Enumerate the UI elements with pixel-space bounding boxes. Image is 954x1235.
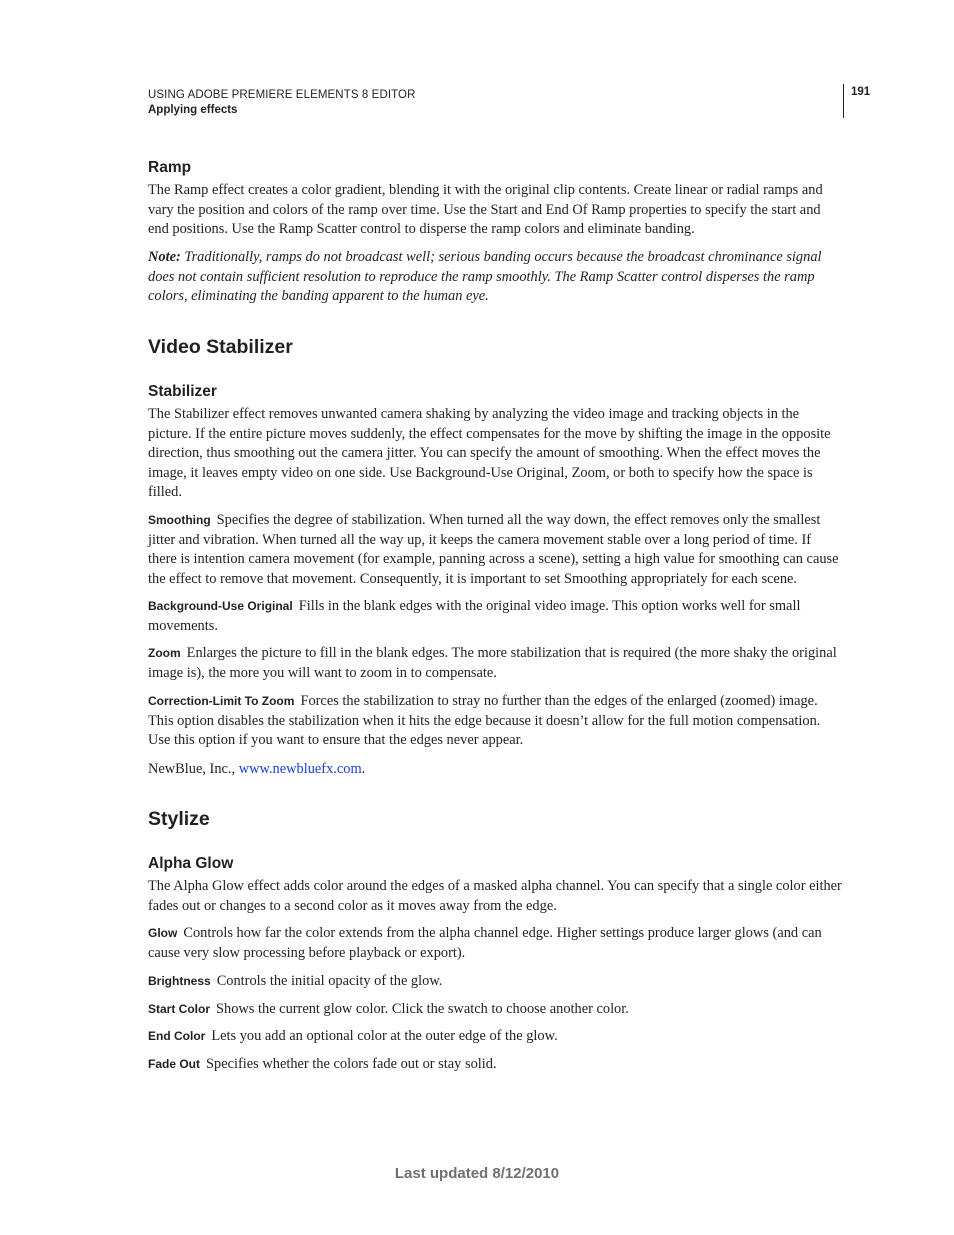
note-text: Traditionally, ramps do not broadcast well; serious banding occurs because the broadcast chrominance signal does not contain sufficient resolution to reproduce the ramp smoothly. The Ramp Scatter control disperses the ramp colors, eliminating the banding apparent to the human eye. (148, 249, 822, 305)
chapter-title: Applying effects (148, 104, 238, 116)
term-correction-limit-to-zoom (148, 692, 842, 751)
term-label: Glow (148, 926, 178, 940)
running-header (148, 88, 416, 118)
term-desc: Lets you add an optional color at the outer edge of the glow. (211, 1028, 558, 1044)
term-start-color (148, 1000, 842, 1020)
term-label: Background-Use Original (148, 599, 293, 613)
credit-line (148, 760, 842, 780)
last-updated-footer: Last updated 8/12/2010 (394, 1165, 560, 1182)
term-desc: Controls how far the color extends from the alpha channel edge. Higher settings produce larger glows (and can cause very slow processing before playback or export). (148, 925, 822, 961)
term-label: Zoom (148, 646, 181, 660)
term-desc: Enlarges the picture to fill in the blank edges. The more stabilization that is required (the more shaky the original image is), the more you will want to zoom in to compensate. (148, 645, 837, 681)
term-desc: Specifies whether the colors fade out or stay solid. (206, 1056, 497, 1072)
term-label: Fade Out (148, 1057, 201, 1071)
credit-suffix: . (361, 761, 366, 777)
term-glow (148, 924, 842, 963)
term-desc: Forces the stabilization to stray no further than the edges of the enlarged (zoomed) image. This option disables the stabilization when it hits the edge because it doesn’t allow for the full motion compensation. Use this option if you want to ensure that the edges never appear. (148, 693, 821, 749)
term-label: Smoothing (148, 513, 211, 527)
term-desc: Specifies the degree of stabilization. When turned all the way down, the effect removes only the smallest jitter and vibration. When turned all the way up, it keeps the camera movement stable over a long period of time. If there is intention camera movement (for example, panning across a scene), setting a high value for smoothing can cause the effect to remove that movement. Consequently, it is important to set Smoothing appropriately for each scene. (148, 512, 839, 587)
term-label: Start Color (148, 1002, 211, 1016)
stabilizer-heading: Stabilizer (148, 383, 217, 400)
term-label: Brightness (148, 974, 211, 988)
alpha-glow-body: The Alpha Glow effect adds color around the edges of a masked alpha channel. You can specify that a single color either fades out or changes to a second color as it moves away from the edge. (148, 878, 842, 914)
ramp-note (148, 248, 842, 307)
term-end-color (148, 1027, 842, 1047)
term-desc: Controls the initial opacity of the glow. (216, 973, 443, 989)
book-title: USING ADOBE PREMIERE ELEMENTS 8 EDITOR (148, 89, 416, 101)
term-fade-out (148, 1055, 842, 1075)
video-stabilizer-heading: Video Stabilizer (148, 336, 293, 358)
term-brightness (148, 972, 842, 992)
header-divider (843, 84, 844, 118)
term-smoothing (148, 511, 842, 589)
term-label: End Color (148, 1029, 206, 1043)
term-desc: Fills in the blank edges with the original video image. This option works well for small movements. (148, 598, 801, 634)
stabilizer-body: The Stabilizer effect removes unwanted camera shaking by analyzing the video image and tracking objects in the picture. If the entire picture moves suddenly, the effect compensates for the move by shifting the image in the opposite direction, thus smoothing out the camera jitter. You can specify the amount of smoothing. When the effect moves the image, it leaves empty video on one side. Use Background-Use Original, Zoom, or both to specify how the space is filled. (148, 406, 831, 501)
term-background-use-original (148, 597, 842, 636)
term-desc: Shows the current glow color. Click the swatch to choose another color. (216, 1001, 629, 1017)
ramp-heading: Ramp (148, 159, 192, 176)
ramp-body: The Ramp effect creates a color gradient, blending it with the original clip contents. Create linear or radial ramps and vary the position and colors of the ramp over time. Use the Start and End Of Ramp properties to specify the start and end positions. Use the Ramp Scatter control to disperse the ramp colors and eliminate banding. (148, 182, 823, 238)
alpha-glow-heading: Alpha Glow (148, 855, 234, 872)
term-zoom (148, 644, 842, 683)
term-label: Correction-Limit To Zoom (148, 694, 295, 708)
newbluefx-link[interactable]: www.newbluefx.com (238, 761, 362, 777)
stylize-heading: Stylize (148, 808, 210, 830)
note-label: Note: (148, 249, 181, 265)
page-number: 191 (851, 86, 871, 98)
credit-prefix: NewBlue, Inc., (148, 761, 239, 777)
